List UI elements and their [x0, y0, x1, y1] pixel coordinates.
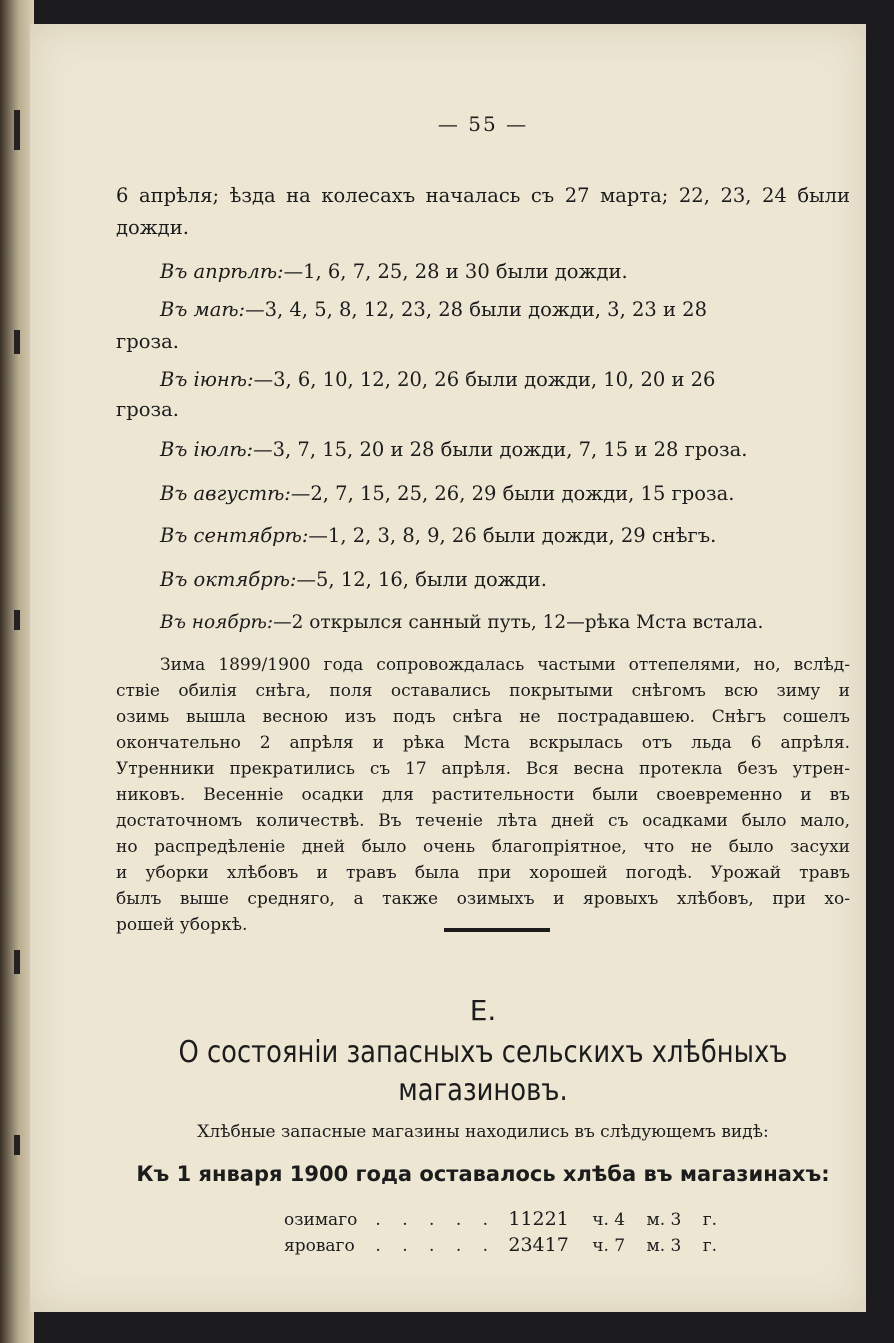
unit-chetverti: ч. 7	[592, 1236, 626, 1256]
stock-row	[284, 1234, 717, 1256]
month-text: —1, 2, 3, 8, 9, 26 были дожди, 29 снѣгъ.	[308, 524, 717, 547]
month-text: —3, 6, 10, 12, 20, 26 были дожди, 10, 20 и 26	[253, 368, 716, 391]
winter-line: рошей уборкѣ.	[116, 915, 248, 935]
month-name: Въ іюнѣ:	[160, 368, 254, 391]
grain-quantity: 11221	[508, 1208, 569, 1230]
section-letter: Е.	[469, 994, 497, 1027]
section-divider	[444, 928, 550, 932]
unit-chetverti: ч. 4	[592, 1210, 626, 1230]
month-text: —3, 7, 15, 20 и 28 были дожди, 7, 15 и 28 гроза.	[253, 438, 748, 461]
month-entry	[160, 260, 628, 283]
stock-subheading: Къ 1 января 1900 года оставалось хлѣба въ магазинахъ:	[136, 1162, 830, 1186]
month-text: —5, 12, 16, были дожди.	[296, 568, 547, 591]
month-text: —3, 4, 5, 8, 12, 23, 28 были дожди, 3, 23 и 28	[245, 298, 707, 321]
page-number: — 55 —	[437, 112, 529, 136]
grain-type: озимаго	[284, 1210, 358, 1230]
winter-line: окончательно 2 апрѣля и рѣка Мста вскрылась отъ льда 6 апрѣля.	[116, 733, 850, 753]
winter-line: Зима 1899/1900 года сопровождалась частыми оттепелями, но, вслѣд-	[160, 655, 850, 675]
spine-mark	[14, 610, 20, 630]
grain-quantity: 23417	[508, 1234, 569, 1256]
month-entry	[160, 612, 763, 633]
grain-type: яроваго	[284, 1236, 355, 1256]
unit-mery: м. 3	[646, 1236, 682, 1256]
month-entry	[160, 368, 715, 391]
month-text: —2, 7, 15, 25, 26, 29 были дожди, 15 гроза.	[290, 482, 735, 505]
winter-line: Утренники прекратились съ 17 апрѣля. Вся весна протекла безъ утрен-	[116, 759, 850, 779]
winter-line: достаточномъ количествѣ. Въ теченіе лѣта дней съ осадками было мало,	[116, 811, 850, 831]
leader-dots: . . . . .	[375, 1210, 497, 1230]
month-name: Въ іюлѣ:	[160, 438, 254, 461]
month-entry	[160, 524, 716, 547]
stock-row	[284, 1208, 717, 1230]
winter-line: но распредѣленіе дней было очень благопріятное, что не было засухи	[116, 837, 850, 857]
unit-garntsy: г.	[702, 1210, 718, 1230]
month-entry	[160, 482, 734, 505]
leader-dots: . . . . .	[375, 1236, 497, 1256]
winter-line: озимь вышла весною изъ подъ снѣга не пострадавшею. Снѣгъ сошелъ	[116, 707, 850, 727]
month-name: Въ октябрѣ:	[160, 568, 297, 591]
month-name: Въ апрѣлѣ:	[160, 260, 284, 283]
month-text: —1, 6, 7, 25, 28 и 30 были дожди.	[283, 260, 628, 283]
spine-mark	[14, 950, 20, 974]
spine-mark	[14, 1135, 20, 1155]
spine-mark	[14, 330, 20, 354]
winter-line: былъ выше средняго, а также озимыхъ и яровыхъ хлѣбовъ, при хо-	[116, 889, 850, 909]
month-entry	[160, 438, 748, 461]
month-name: Въ сентябрѣ:	[160, 524, 309, 547]
document-page	[30, 24, 866, 1312]
winter-line: никовъ. Весенніе осадки для растительности были своевременно и въ	[116, 785, 850, 805]
month-text: —2 открылся санный путь, 12—рѣка Мста встала.	[273, 612, 764, 633]
month-name: Въ августѣ:	[160, 482, 291, 505]
unit-mery: м. 3	[646, 1210, 682, 1230]
month-name: Въ маѣ:	[160, 298, 246, 321]
month-name: Въ ноябрѣ:	[160, 612, 274, 633]
month-entry	[160, 298, 850, 321]
unit-garntsy: г.	[702, 1236, 718, 1256]
winter-line: ствіе обилія снѣга, поля оставались покрытыми снѣгомъ всю зиму и	[116, 681, 850, 701]
text-line: гроза.	[116, 398, 179, 421]
text-line: дожди.	[116, 216, 189, 239]
section-title-line: О состояніи запасныхъ сельскихъ хлѣбныхъ	[178, 1035, 788, 1070]
text-line: 6 апрѣля; ѣзда на колесахъ началась съ 27 марта; 22, 23, 24 были	[116, 184, 850, 207]
spine-mark	[14, 110, 20, 150]
winter-line: и уборки хлѣбовъ и травъ была при хорошей погодѣ. Урожай травъ	[116, 863, 850, 883]
book-spine	[0, 0, 34, 1343]
month-entry	[160, 568, 547, 591]
text-line: гроза.	[116, 330, 179, 353]
section-intro: Хлѣбные запасные магазины находились въ слѣдующемъ видѣ:	[197, 1122, 769, 1142]
section-title	[167, 1034, 798, 1110]
section-title-line: магазиновъ.	[398, 1073, 568, 1108]
